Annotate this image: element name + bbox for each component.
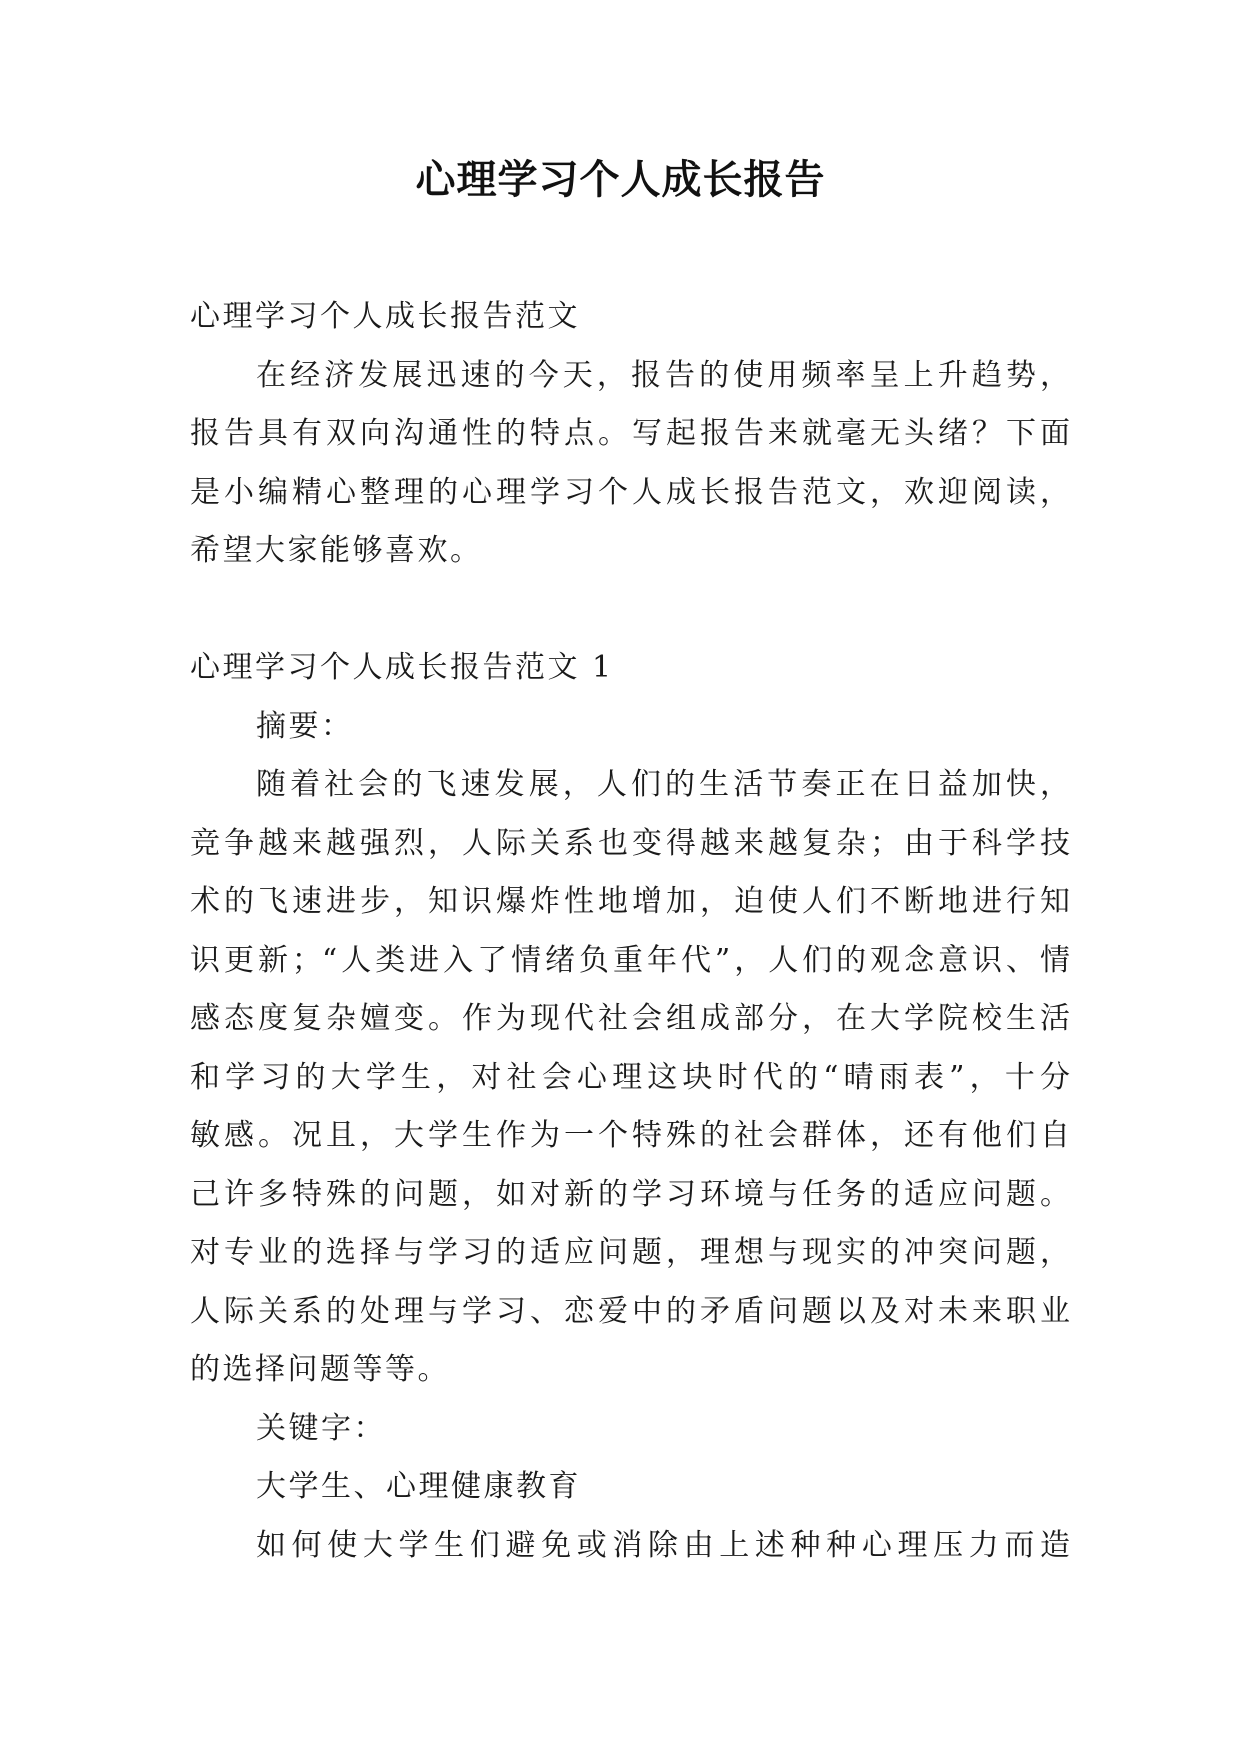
abstract-label: 摘要：: [256, 708, 354, 744]
abstract-line: 随着社会的飞速发展，人们的生活节奏正在日益加快，: [256, 767, 1070, 802]
document-body: [190, 288, 1070, 1575]
abstract-line: 敏感。况且，大学生作为一个特殊的社会群体，还有他们自: [190, 1118, 1070, 1153]
document-title: 心理学习个人成长报告: [415, 157, 826, 203]
intro-line: 在经济发展迅速的今天，报告的使用频率呈上升趋势，: [256, 357, 1070, 393]
intro-line: 希望大家能够喜欢。: [190, 533, 483, 568]
paragraph-gap: [190, 581, 1070, 640]
abstract-line: 识更新；“人类进入了情绪负重年代”，人们的观念意识、情: [190, 942, 1070, 978]
intro-line: 报告具有双向沟通性的特点。写起报告来就毫无头绪？下面: [190, 416, 1070, 451]
body-line: 如何使大学生们避免或消除由上述种种心理压力而造: [256, 1527, 1070, 1563]
abstract-line: 人际关系的处理与学习、恋爱中的矛盾问题以及对未来职业: [190, 1293, 1070, 1329]
abstract-line: 和学习的大学生，对社会心理这块时代的“晴雨表”，十分: [190, 1059, 1070, 1095]
keywords-value: 大学生、心理健康教育: [256, 1469, 581, 1504]
keywords-label: 关键字：: [256, 1410, 386, 1446]
abstract-line: 术的飞速进步，知识爆炸性地增加，迫使人们不断地进行知: [190, 884, 1070, 919]
abstract-line: 己许多特殊的问题，如对新的学习环境与任务的适应问题。: [190, 1176, 1070, 1212]
abstract-line: 竞争越来越强烈，人际关系也变得越来越复杂；由于科学技: [190, 825, 1070, 861]
intro-line: 是小编精心整理的心理学习个人成长报告范文，欢迎阅读，: [190, 474, 1070, 510]
abstract-line: 感态度复杂嬗变。作为现代社会组成部分，在大学院校生活: [190, 1001, 1070, 1036]
abstract-line: 的选择问题等等。: [190, 1352, 450, 1387]
abstract-line: 对专业的选择与学习的适应问题，理想与现实的冲突问题，: [190, 1235, 1070, 1270]
subtitle-line: 心理学习个人成长报告范文: [190, 299, 580, 334]
section-heading: 心理学习个人成长报告范文 1: [190, 650, 614, 685]
